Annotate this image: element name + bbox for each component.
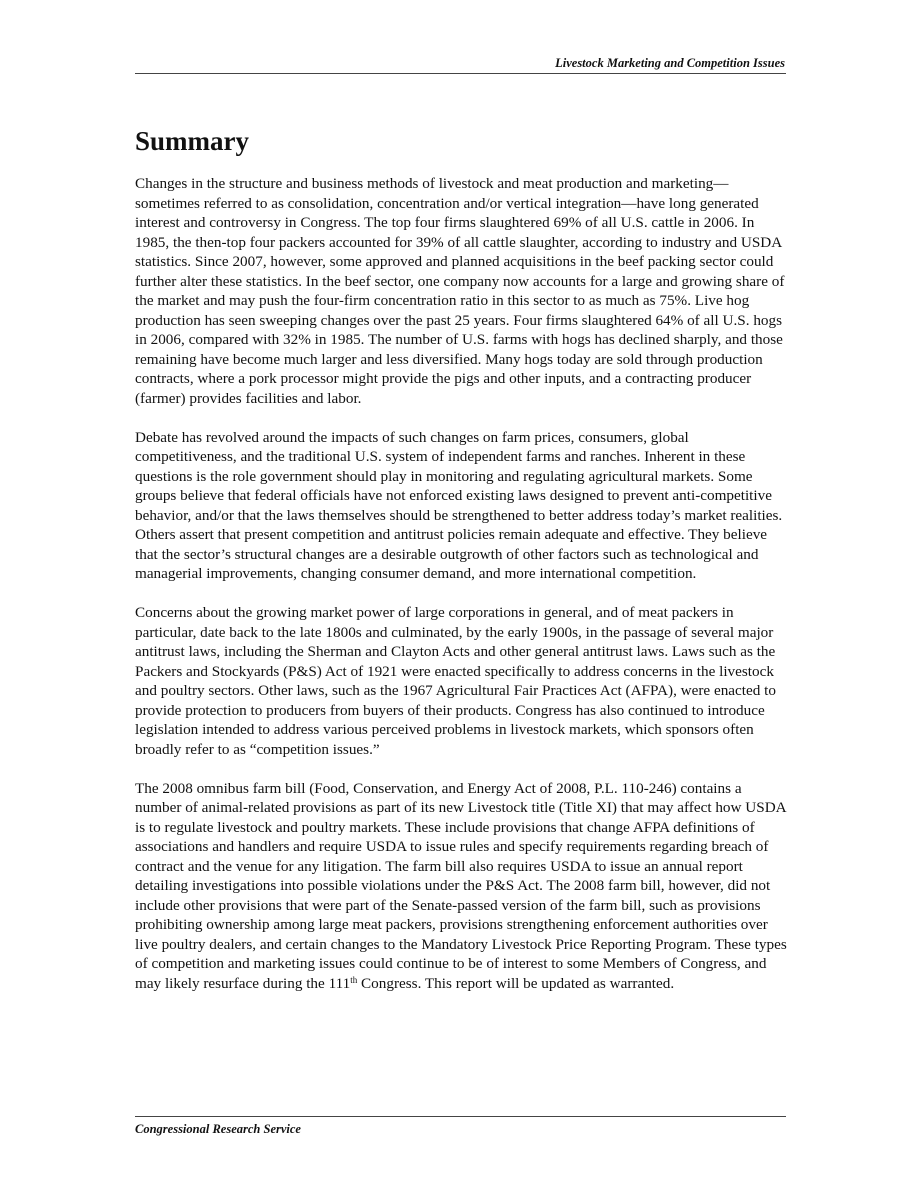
running-header: Livestock Marketing and Competition Issues — [555, 56, 785, 70]
ordinal-superscript: th — [350, 974, 358, 985]
paragraph-3: Concerns about the growing market power of large corporations in general, and of meat packers in particular, date back to the late 1800s and culminated, by the early 1900s, in the passage of several major antitrust laws, including the Sherman and Clayton Acts and other general antitrust laws. Laws such as the Packers and Stockyards (P&S) Act of 1921 were enacted specifically to address concerns in the livestock and poultry sectors. Other laws, such as the 1967 Agricultural Fair Practices Act (AFPA), were enacted to provide protection to producers from buyers of their products. Congress has also continued to introduce legislation intended to address various perceived problems in livestock markets, which sponsors often broadly refer to as “competition issues.” — [135, 604, 776, 758]
running-footer: Congressional Research Service — [135, 1122, 301, 1136]
section-title: Summary — [135, 126, 249, 156]
paragraph-4-text: The 2008 omnibus farm bill (Food, Conservation, and Energy Act of 2008, P.L. 110-246) contains a number of animal-related provisions as part of its new Livestock title (Title XI) that may affect how USDA is to regulate livestock and poultry markets. These include provisions that change AFPA definitions of associations and handlers and require USDA to issue rules and specify requirements regarding breach of contract and the venue for any litigation. The farm bill also requires USDA to issue an annual report detailing investigations into possible violations under the P&S Act. The 2008 farm bill, however, did not include other provisions that were part of the Senate-passed version of the farm bill, such as provisions prohibiting ownership among large meat packers, provisions strengthening enforcement authorities over live poultry dealers, and certain changes to the Mandatory Livestock Price Reporting Program. These types of competition and marketing issues could continue to be of interest to some Members of Congress, and may likely resurface during the 111 — [135, 779, 787, 992]
header-divider — [135, 73, 786, 74]
summary-body — [135, 174, 787, 1013]
paragraph-2: Debate has revolved around the impacts of such changes on farm prices, consumers, global competitiveness, and the traditional U.S. system of independent farms and ranches. Inherent in these questions is the role government should play in monitoring and regulating agricultural markets. Some groups believe that federal officials have not enforced existing laws designed to prevent anti-competitive behavior, and/or that the laws themselves should be strengthened to better address today’s market realities. Others assert that present competition and antitrust policies remain adequate and effective. They believe that the sector’s structural changes are a desirable outgrowth of other factors such as technological and managerial improvements, changing consumer demand, and more international competition. — [135, 428, 783, 582]
paragraph-4-text-end: Congress. This report will be updated as warranted. — [357, 974, 675, 992]
footer-divider — [135, 1116, 786, 1117]
paragraph-1: Changes in the structure and business methods of livestock and meat production and marketing—sometimes referred to as consolidation, concentration and/or vertical integration—have long generated interest and controversy in Congress. The top four firms slaughtered 69% of all U.S. cattle in 2006. In 1985, the then-top four packers accounted for 39% of all cattle slaughter, according to industry and USDA statistics. Since 2007, however, some approved and planned acquisitions in the beef packing sector could further alter these statistics. In the beef sector, one company now accounts for a large and growing share of the market and may push the four-firm concentration ratio in this sector to as much as 75%. Live hog production has seen sweeping changes over the past 25 years. Four firms slaughtered 64% of all U.S. hogs in 2006, compared with 32% in 1985. The number of U.S. farms with hogs has declined sharply, and those remaining have become much larger and less diversified. Many hogs today are sold through production contracts, where a pork processor might provide the pigs and other inputs, and a contracting producer (farmer) provides facilities and labor. — [135, 175, 785, 407]
paragraph-4 — [135, 779, 787, 994]
